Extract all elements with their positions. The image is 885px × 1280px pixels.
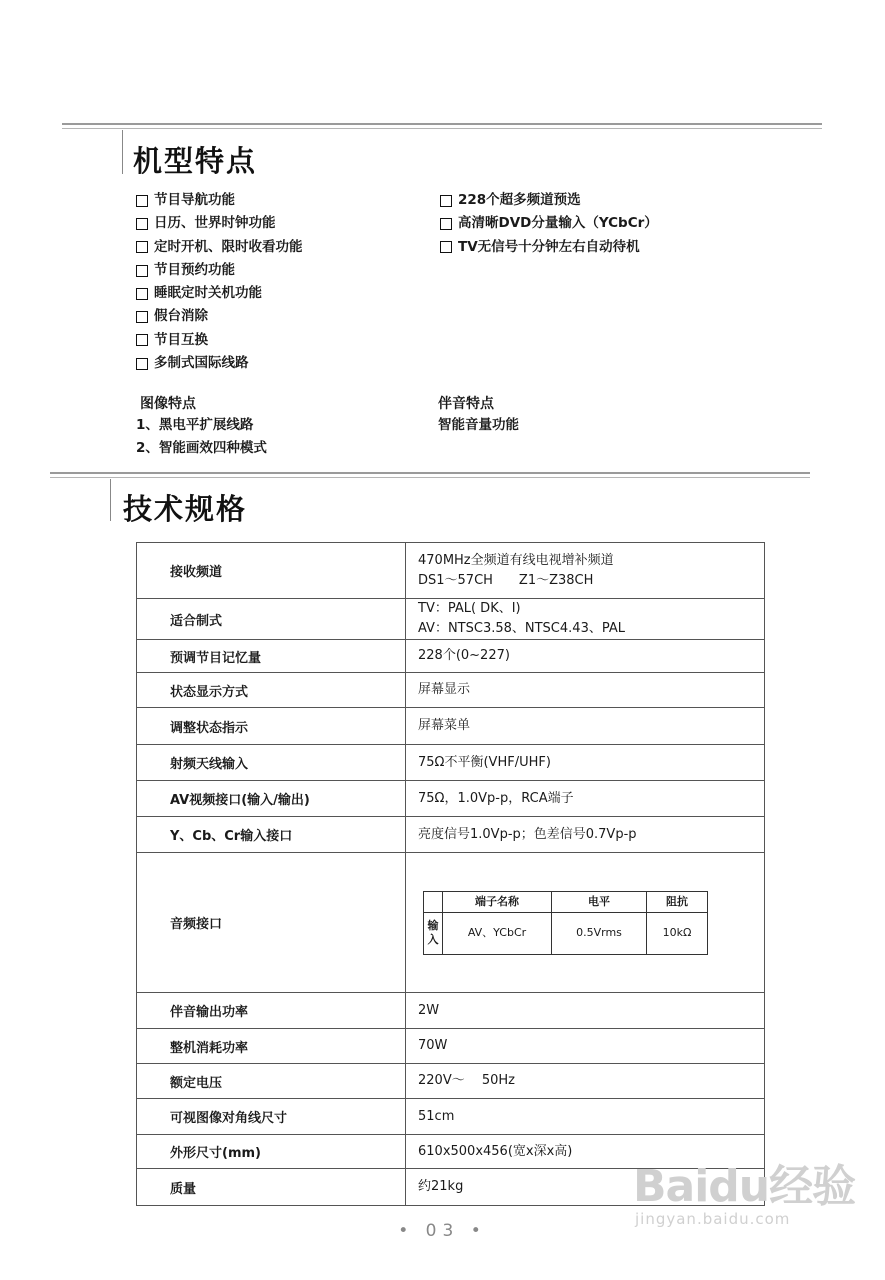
audio-header-row	[424, 891, 708, 912]
spec-value-line: 70W	[418, 1038, 448, 1053]
spec-value	[406, 1064, 765, 1099]
checkbox-icon	[136, 311, 148, 323]
middle-rule-inner	[50, 477, 810, 478]
spec-row	[137, 993, 765, 1029]
spec-key: 调整状态指示	[137, 708, 406, 745]
spec-row	[137, 817, 765, 853]
checkbox-icon	[440, 195, 452, 207]
page-number: • 03 •	[398, 1221, 487, 1241]
feature-item	[440, 212, 658, 235]
audio-table	[423, 891, 708, 955]
feature-label: 多制式国际线路	[154, 355, 249, 372]
spec-row	[137, 599, 765, 640]
checkbox-icon	[136, 218, 148, 230]
checkbox-icon	[440, 241, 452, 253]
audio-header-blank	[424, 891, 443, 912]
spec-value-audio	[406, 853, 765, 993]
spec-key: 质量	[137, 1169, 406, 1206]
spec-value	[406, 993, 765, 1029]
image-features	[136, 414, 267, 460]
audio-row-label: 输入	[424, 912, 443, 954]
spec-value-line: 75Ω不平衡(VHF/UHF)	[418, 754, 551, 770]
checkbox-icon	[136, 265, 148, 277]
checkbox-icon	[136, 241, 148, 253]
spec-row	[137, 640, 765, 673]
spec-value-line: 75Ω，1.0Vp-p，RCA端子	[418, 790, 574, 806]
spec-value-line: 51cm	[418, 1108, 455, 1124]
spec-value	[406, 673, 765, 708]
feature-item	[440, 236, 658, 259]
feature-item	[136, 212, 303, 235]
feature-label: TV无信号十分钟左右自动待机	[458, 238, 640, 255]
audio-header: 端子名称	[443, 891, 552, 912]
spec-row	[137, 1064, 765, 1099]
checkbox-icon	[136, 288, 148, 300]
spec-row	[137, 781, 765, 817]
middle-rule	[50, 472, 810, 474]
feature-label: 节目预约功能	[154, 261, 235, 278]
feature-item	[136, 305, 303, 328]
spec-value-line: 610x500x456(宽x深x高)	[418, 1143, 573, 1159]
spec-row	[137, 543, 765, 599]
spec-value	[406, 745, 765, 781]
top-rule	[62, 123, 822, 125]
image-heading: 图像特点	[140, 396, 196, 412]
spec-key: 外形尺寸(mm)	[137, 1135, 406, 1169]
feature-label: 假台消除	[154, 308, 208, 325]
spec-value-line: 228个(0~227)	[418, 648, 510, 663]
feature-item	[136, 352, 303, 375]
feature-item	[136, 329, 303, 352]
spec-value-line: 470MHz全频道有线电视增补频道	[418, 552, 614, 568]
audio-cell: 10kΩ	[647, 912, 708, 954]
checkbox-icon	[136, 334, 148, 346]
spec-key: 接收频道	[137, 543, 406, 599]
spec-value	[406, 1099, 765, 1135]
spec-row	[137, 1099, 765, 1135]
feature-label: 日历、世界时钟功能	[154, 215, 276, 232]
sound-features	[438, 414, 519, 437]
spec-value-line: 屏幕显示	[418, 682, 471, 697]
feature-label: 228个超多频道预选	[458, 192, 581, 208]
image-feature-item: 1、黑电平扩展线路	[136, 417, 254, 433]
spec-row-audio	[137, 853, 765, 993]
spec-value-line: 约21kg	[418, 1179, 464, 1194]
audio-header: 电平	[552, 891, 647, 912]
checkbox-icon	[136, 358, 148, 370]
title-bar-2	[110, 479, 111, 521]
watermark-url: jingyan.baidu.com	[635, 1210, 791, 1228]
feature-item	[440, 189, 658, 212]
spec-key: 射频天线输入	[137, 745, 406, 781]
watermark	[633, 1150, 863, 1250]
spec-value	[406, 640, 765, 673]
spec-key: 适合制式	[137, 599, 406, 640]
spec-value-line: 220V～ 50Hz	[418, 1073, 515, 1088]
spec-row	[137, 708, 765, 745]
feature-label: 睡眠定时关机功能	[154, 285, 262, 302]
features-left	[136, 189, 303, 375]
audio-cell: AV、YCbCr	[443, 912, 552, 954]
feature-label: 高清晰DVD分量输入（YCbCr）	[458, 215, 658, 232]
feature-item	[136, 282, 303, 305]
spec-value	[406, 543, 765, 599]
spec-row	[137, 1029, 765, 1064]
spec-key: 音频接口	[137, 853, 406, 993]
spec-key: 预调节目记忆量	[137, 640, 406, 673]
spec-key: 状态显示方式	[137, 673, 406, 708]
spec-value-line: AV：NTSC3.58、NTSC4.43、PAL	[418, 621, 625, 636]
features-right	[440, 189, 658, 259]
section-title-features: 机型特点	[133, 144, 258, 178]
feature-item	[136, 259, 303, 282]
spec-row	[137, 673, 765, 708]
spec-row	[137, 745, 765, 781]
top-rule-inner	[62, 128, 822, 129]
spec-value-line: 2W	[418, 1002, 440, 1018]
checkbox-icon	[440, 218, 452, 230]
spec-value-line: DS1～57CH Z1～Z38CH	[418, 572, 594, 588]
spec-value-line: 屏幕菜单	[418, 718, 471, 733]
feature-label: 定时开机、限时收看功能	[154, 238, 303, 255]
spec-key: 可视图像对角线尺寸	[137, 1099, 406, 1135]
spec-value	[406, 817, 765, 853]
section-title-specs: 技术规格	[123, 492, 248, 526]
spec-value	[406, 599, 765, 640]
audio-header: 阻抗	[647, 891, 708, 912]
audio-cell: 0.5Vrms	[552, 912, 647, 954]
spec-key: 整机消耗功率	[137, 1029, 406, 1064]
spec-table	[136, 542, 765, 1206]
watermark-logo: Baidu经验	[633, 1161, 856, 1212]
sound-heading: 伴音特点	[438, 396, 494, 412]
spec-value	[406, 708, 765, 745]
spec-value	[406, 1029, 765, 1064]
feature-label: 节目导航功能	[154, 192, 235, 208]
spec-key: AV视频接口(输入/输出)	[137, 781, 406, 817]
feature-item	[136, 189, 303, 212]
spec-value	[406, 781, 765, 817]
feature-label: 节目互换	[154, 331, 208, 348]
audio-data-row	[424, 912, 708, 954]
image-feature-item: 2、智能画效四种模式	[136, 440, 267, 456]
spec-value-line: 亮度信号1.0Vp-p；色差信号0.7Vp-p	[418, 826, 637, 842]
spec-key: 额定电压	[137, 1064, 406, 1099]
spec-key: 伴音输出功率	[137, 993, 406, 1029]
spec-key: Y、Cb、Cr输入接口	[137, 817, 406, 853]
sound-feature-item: 智能音量功能	[438, 417, 519, 433]
title-bar-1	[122, 130, 123, 174]
checkbox-icon	[136, 195, 148, 207]
spec-value-line: TV：PAL( DK、I)	[418, 601, 521, 616]
feature-item	[136, 236, 303, 259]
